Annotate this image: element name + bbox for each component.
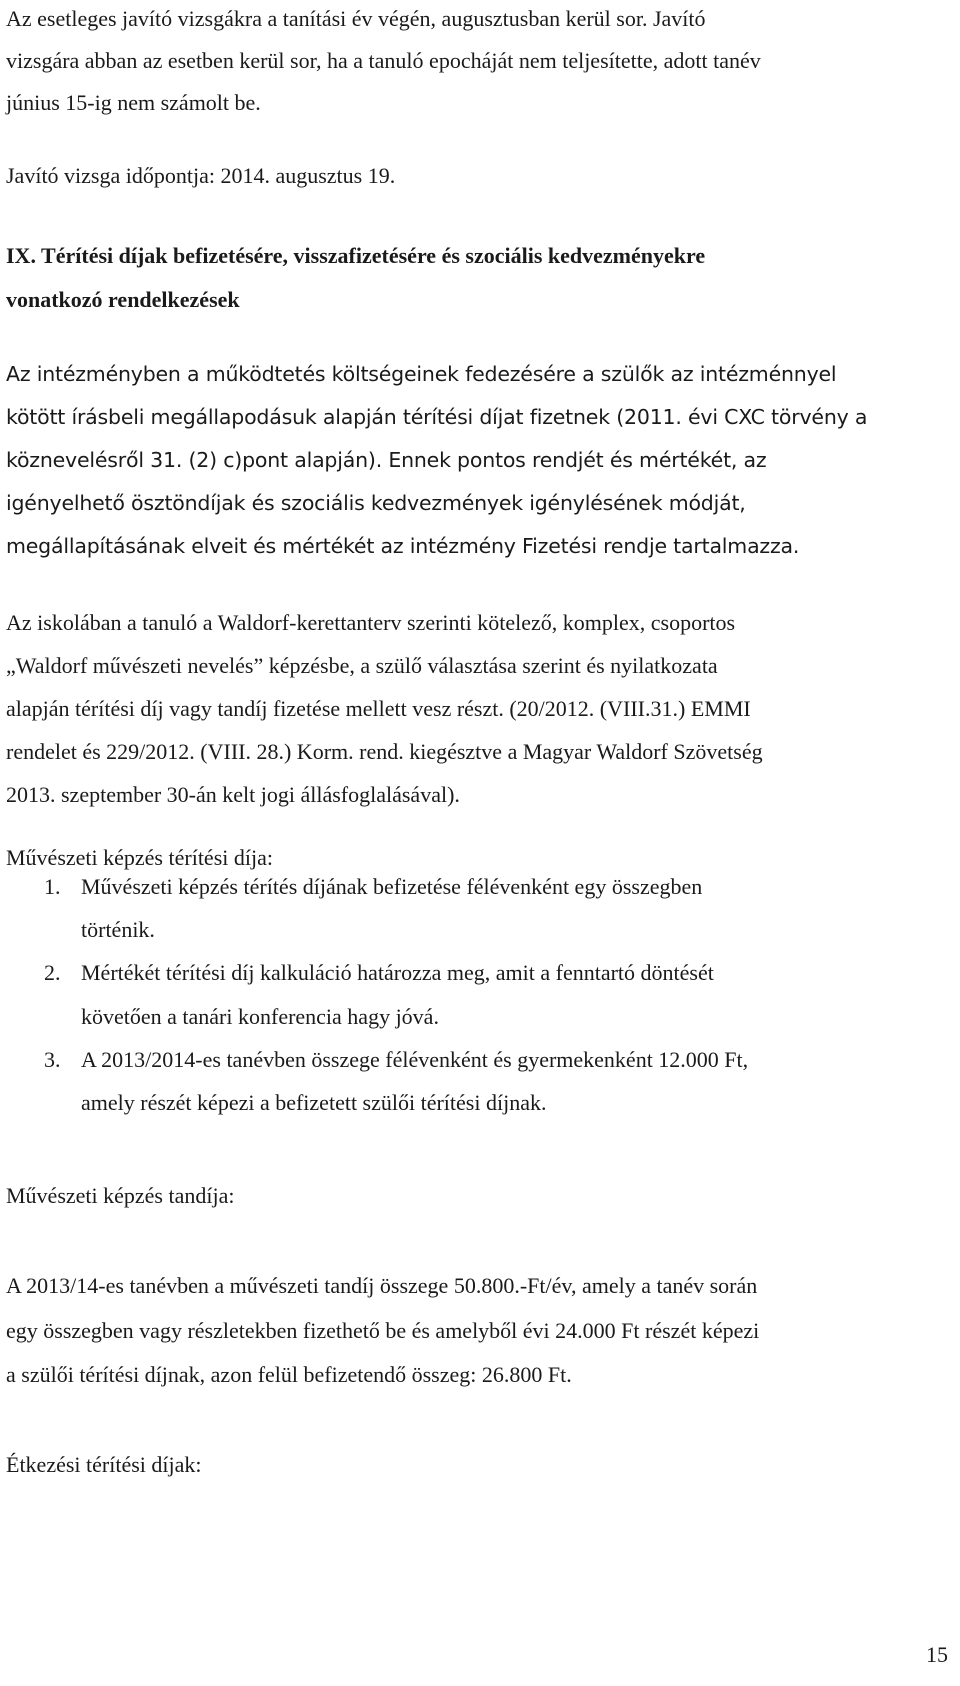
intro-line-3: június 15-ig nem számolt be. xyxy=(6,90,261,115)
intro-line-2: vizsgára abban az esetben kerül sor, ha a tanuló epocháját nem teljesítette, adott tanév xyxy=(6,48,761,73)
tuition-heading: Művészeti képzés tandíja: xyxy=(6,1183,235,1208)
list-item-1-line-2: történik. xyxy=(81,917,155,942)
list-item-3-line-2: amely részét képezi a befizetett szülői térítési díjnak. xyxy=(81,1090,547,1115)
intro-line-1: Az esetleges javító vizsgákra a tanítási év végén, augusztusban kerül sor. Javító xyxy=(6,6,706,31)
paragraph2-line-1: Az iskolában a tanuló a Waldorf-kerettanterv szerinti kötelező, komplex, csoportos xyxy=(6,610,736,635)
paragraph2-line-3: alapján térítési díj vagy tandíj fizetése mellett vesz részt. (20/2012. (VIII.31.) EMMI xyxy=(6,696,751,721)
paragraph2-line-2: „Waldorf művészeti nevelés” képzésbe, a szülő választása szerint és nyilatkozata xyxy=(6,653,718,678)
section-title-line-1: IX. Térítési díjak befizetésére, visszafizetésére és szociális kedvezményekre xyxy=(6,243,706,268)
list-item-1-line-1: Művészeti képzés térítés díjának befizetése félévenként egy összegben xyxy=(81,874,703,899)
list-item-2-line-1: Mértékét térítési díj kalkuláció határozza meg, amit a fenntartó döntését xyxy=(81,960,714,985)
section-title-line-2: vonatkozó rendelkezések xyxy=(6,287,240,312)
paragraph2-line-4: rendelet és 229/2012. (VIII. 28.) Korm. rend. kiegésztve a Magyar Waldorf Szövetség xyxy=(6,739,763,764)
list-number-2: 2. xyxy=(44,960,61,985)
art-fee-heading: Művészeti képzés térítési díja: xyxy=(6,845,273,870)
tuition-line-2: egy összegben vagy részletekben fizethető be és amelyből évi 24.000 Ft részét képezi xyxy=(6,1318,760,1343)
list-item-3-line-1: A 2013/2014-es tanévben összege félévenként és gyermekenként 12.000 Ft, xyxy=(81,1047,749,1072)
list-number-3: 3. xyxy=(44,1047,61,1072)
list-item-2-line-2: követően a tanári konferencia hagy jóvá. xyxy=(81,1004,439,1029)
paragraph2-line-5: 2013. szeptember 30-án kelt jogi állásfoglalásával). xyxy=(6,782,460,807)
paragraph1-line-3: köznevelésről 31. (2) c)pont alapján). Ennek pontos rendjét és mértékét, az xyxy=(6,448,767,472)
tuition-line-1: A 2013/14-es tanévben a művészeti tandíj összege 50.800.-Ft/év, amely a tanév során xyxy=(6,1273,758,1298)
meal-fee-heading: Étkezési térítési díjak: xyxy=(6,1452,202,1477)
paragraph1-line-2: kötött írásbeli megállapodásuk alapján térítési díjat fizetnek (2011. évi CXC törvény a xyxy=(6,405,868,429)
exam-date-line: Javító vizsga időpontja: 2014. augusztus 19. xyxy=(6,163,396,188)
list-number-1: 1. xyxy=(44,874,61,899)
paragraph1-line-4: igényelhető ösztöndíjak és szociális kedvezmények igénylésének módját, xyxy=(6,491,746,515)
paragraph1-line-1: Az intézményben a működtetés költségeinek fedezésére a szülők az intézménnyel xyxy=(6,362,837,386)
page-number: 15 xyxy=(926,1642,948,1667)
paragraph1-line-5: megállapításának elveit és mértékét az intézmény Fizetési rendje tartalmazza. xyxy=(6,534,800,558)
tuition-line-3: a szülői térítési díjnak, azon felül befizetendő összeg: 26.800 Ft. xyxy=(6,1362,572,1387)
